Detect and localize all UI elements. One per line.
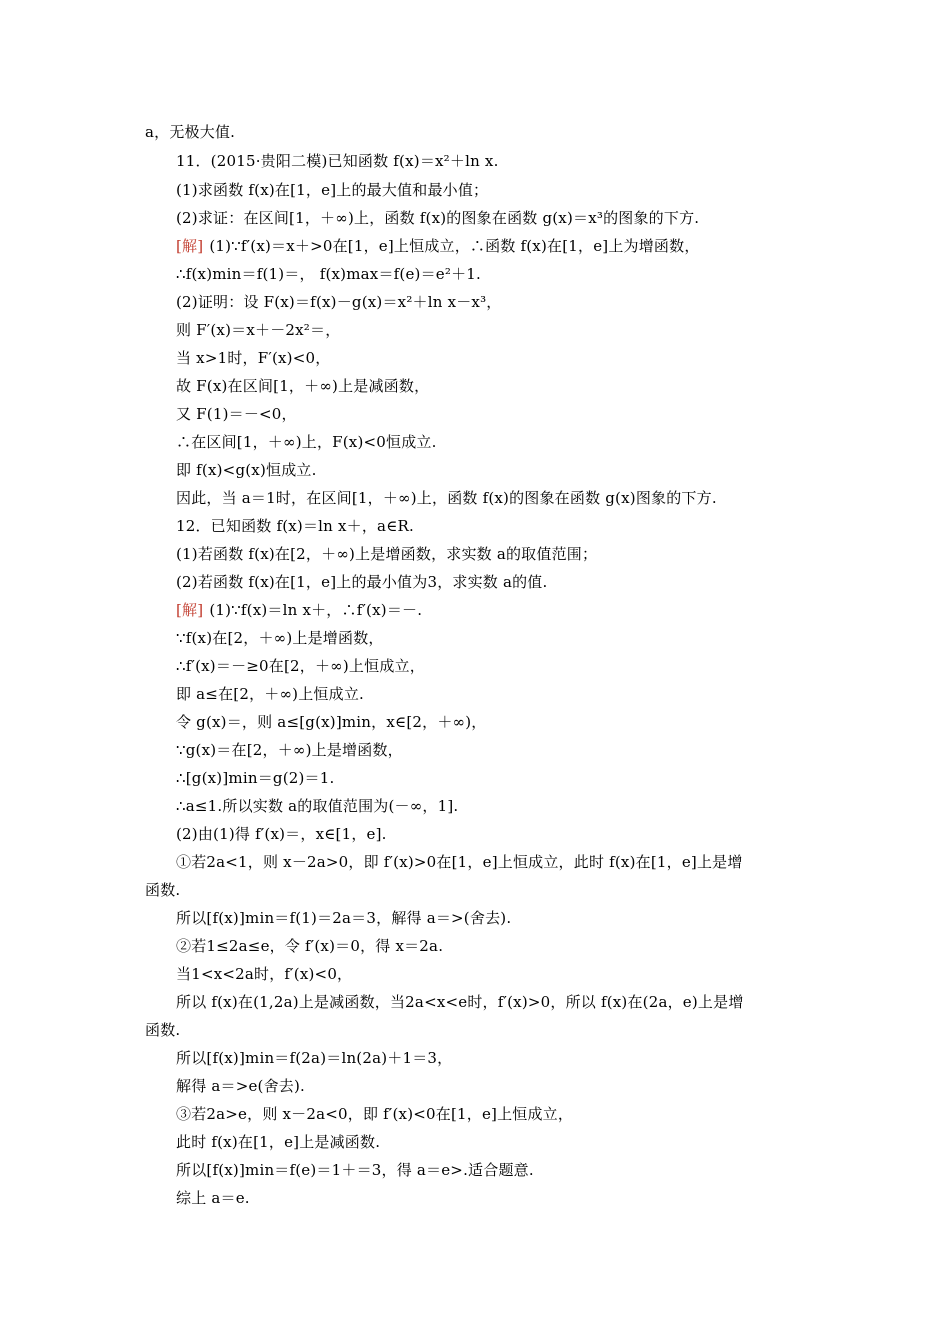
text-line: 函数. [145,881,181,899]
text-line: 当 x>1时，F′(x)<0， [176,349,331,367]
problem-11-heading: 11．(2015·贵阳二模)已知函数 f(x)＝x²＋ln x. [176,152,499,170]
text-line: ③若2a>e，则 x－2a<0，即 f′(x)<0在[1，e]上恒成立， [176,1105,574,1123]
text-line: (2)求证：在区间[1，＋∞)上，函数 f(x)的图象在函数 g(x)＝x³的图象的下方. [176,209,700,227]
solution-tag: [解] [176,237,204,255]
text-line: ∴f(x)min＝f(1)＝， f(x)max＝f(e)＝e²＋1. [176,265,481,283]
text-line: 综上 a＝e. [176,1189,250,1207]
text-line: 故 F(x)在区间[1，＋∞)上是减函数， [176,377,430,395]
text-line: (2)若函数 f(x)在[1，e]上的最小值为3，求实数 a的值. [176,573,548,591]
text-line: (1)∵f(x)＝ln x＋，∴f′(x)＝－. [209,601,423,619]
text-line: a，无极大值. [145,123,236,141]
text-line: (2)证明：设 F(x)＝f(x)－g(x)＝x²＋ln x－x³， [176,293,502,311]
text-line: 又 F(1)＝－<0， [176,405,297,423]
text-line: (1)若函数 f(x)在[2，＋∞)上是增函数，求实数 a的取值范围； [176,545,598,563]
text-line: 此时 f(x)在[1，e]上是减函数. [176,1133,381,1151]
text-line: 函数. [145,1021,181,1039]
text-line: 所以 f(x)在(1,2a)上是减函数，当2a<x<e时，f′(x)>0，所以 f(x)在(2a，e)上是增 [176,993,744,1011]
text-line: ∴[g(x)]min＝g(2)＝1. [176,769,335,787]
text-line: ①若2a<1，则 x－2a>0，即 f′(x)>0在[1，e]上恒成立，此时 f(x)在[1，e]上是增 [176,853,743,871]
text-line: ∵f(x)在[2，＋∞)上是增函数， [176,629,384,647]
text-line: ②若1≤2a≤e，令 f′(x)＝0，得 x＝2a. [176,937,444,955]
text-line: 解得 a＝>e(舍去). [176,1077,306,1095]
text-line: (1)求函数 f(x)在[1，e]上的最大值和最小值； [176,181,489,199]
text-line: 则 F′(x)＝x＋－2x²＝， [176,321,341,339]
text-line: (1)∵f′(x)＝x＋>0在[1，e]上恒成立，∴函数 f(x)在[1，e]上为增函数， [209,237,700,255]
text-line: ∵g(x)＝在[2，＋∞)上是增函数， [176,741,403,759]
problem-12-heading: 12．已知函数 f(x)＝ln x＋，a∈R. [176,517,414,535]
solution-line [176,236,700,256]
solution-tag: [解] [176,601,204,619]
text-line: 所以[f(x)]min＝f(e)＝1＋＝3，得 a＝e>.适合题意. [176,1161,534,1179]
text-line: ∴a≤1.所以实数 a的取值范围为(－∞，1]. [176,797,459,815]
text-line: (2)由(1)得 f′(x)＝，x∈[1，e]. [176,825,387,843]
solution-line [176,600,422,620]
text-line: 当1<x<2a时，f′(x)<0， [176,965,353,983]
text-line: 因此，当 a＝1时，在区间[1，＋∞)上，函数 f(x)的图象在函数 g(x)图象的下方. [176,489,717,507]
text-line: 所以[f(x)]min＝f(1)＝2a＝3，解得 a＝>(舍去). [176,909,512,927]
text-line: ∴在区间[1，＋∞)上，F(x)<0恒成立. [176,433,437,451]
text-line: 即 f(x)<g(x)恒成立. [176,461,317,479]
text-line: 所以[f(x)]min＝f(2a)＝ln(2a)＋1＝3， [176,1049,453,1067]
text-line: ∴f′(x)＝－≥0在[2，＋∞)上恒成立， [176,657,425,675]
text-line: 令 g(x)＝，则 a≤[g(x)]min，x∈[2，＋∞)， [176,713,487,731]
text-line: 即 a≤在[2，＋∞)上恒成立. [176,685,364,703]
